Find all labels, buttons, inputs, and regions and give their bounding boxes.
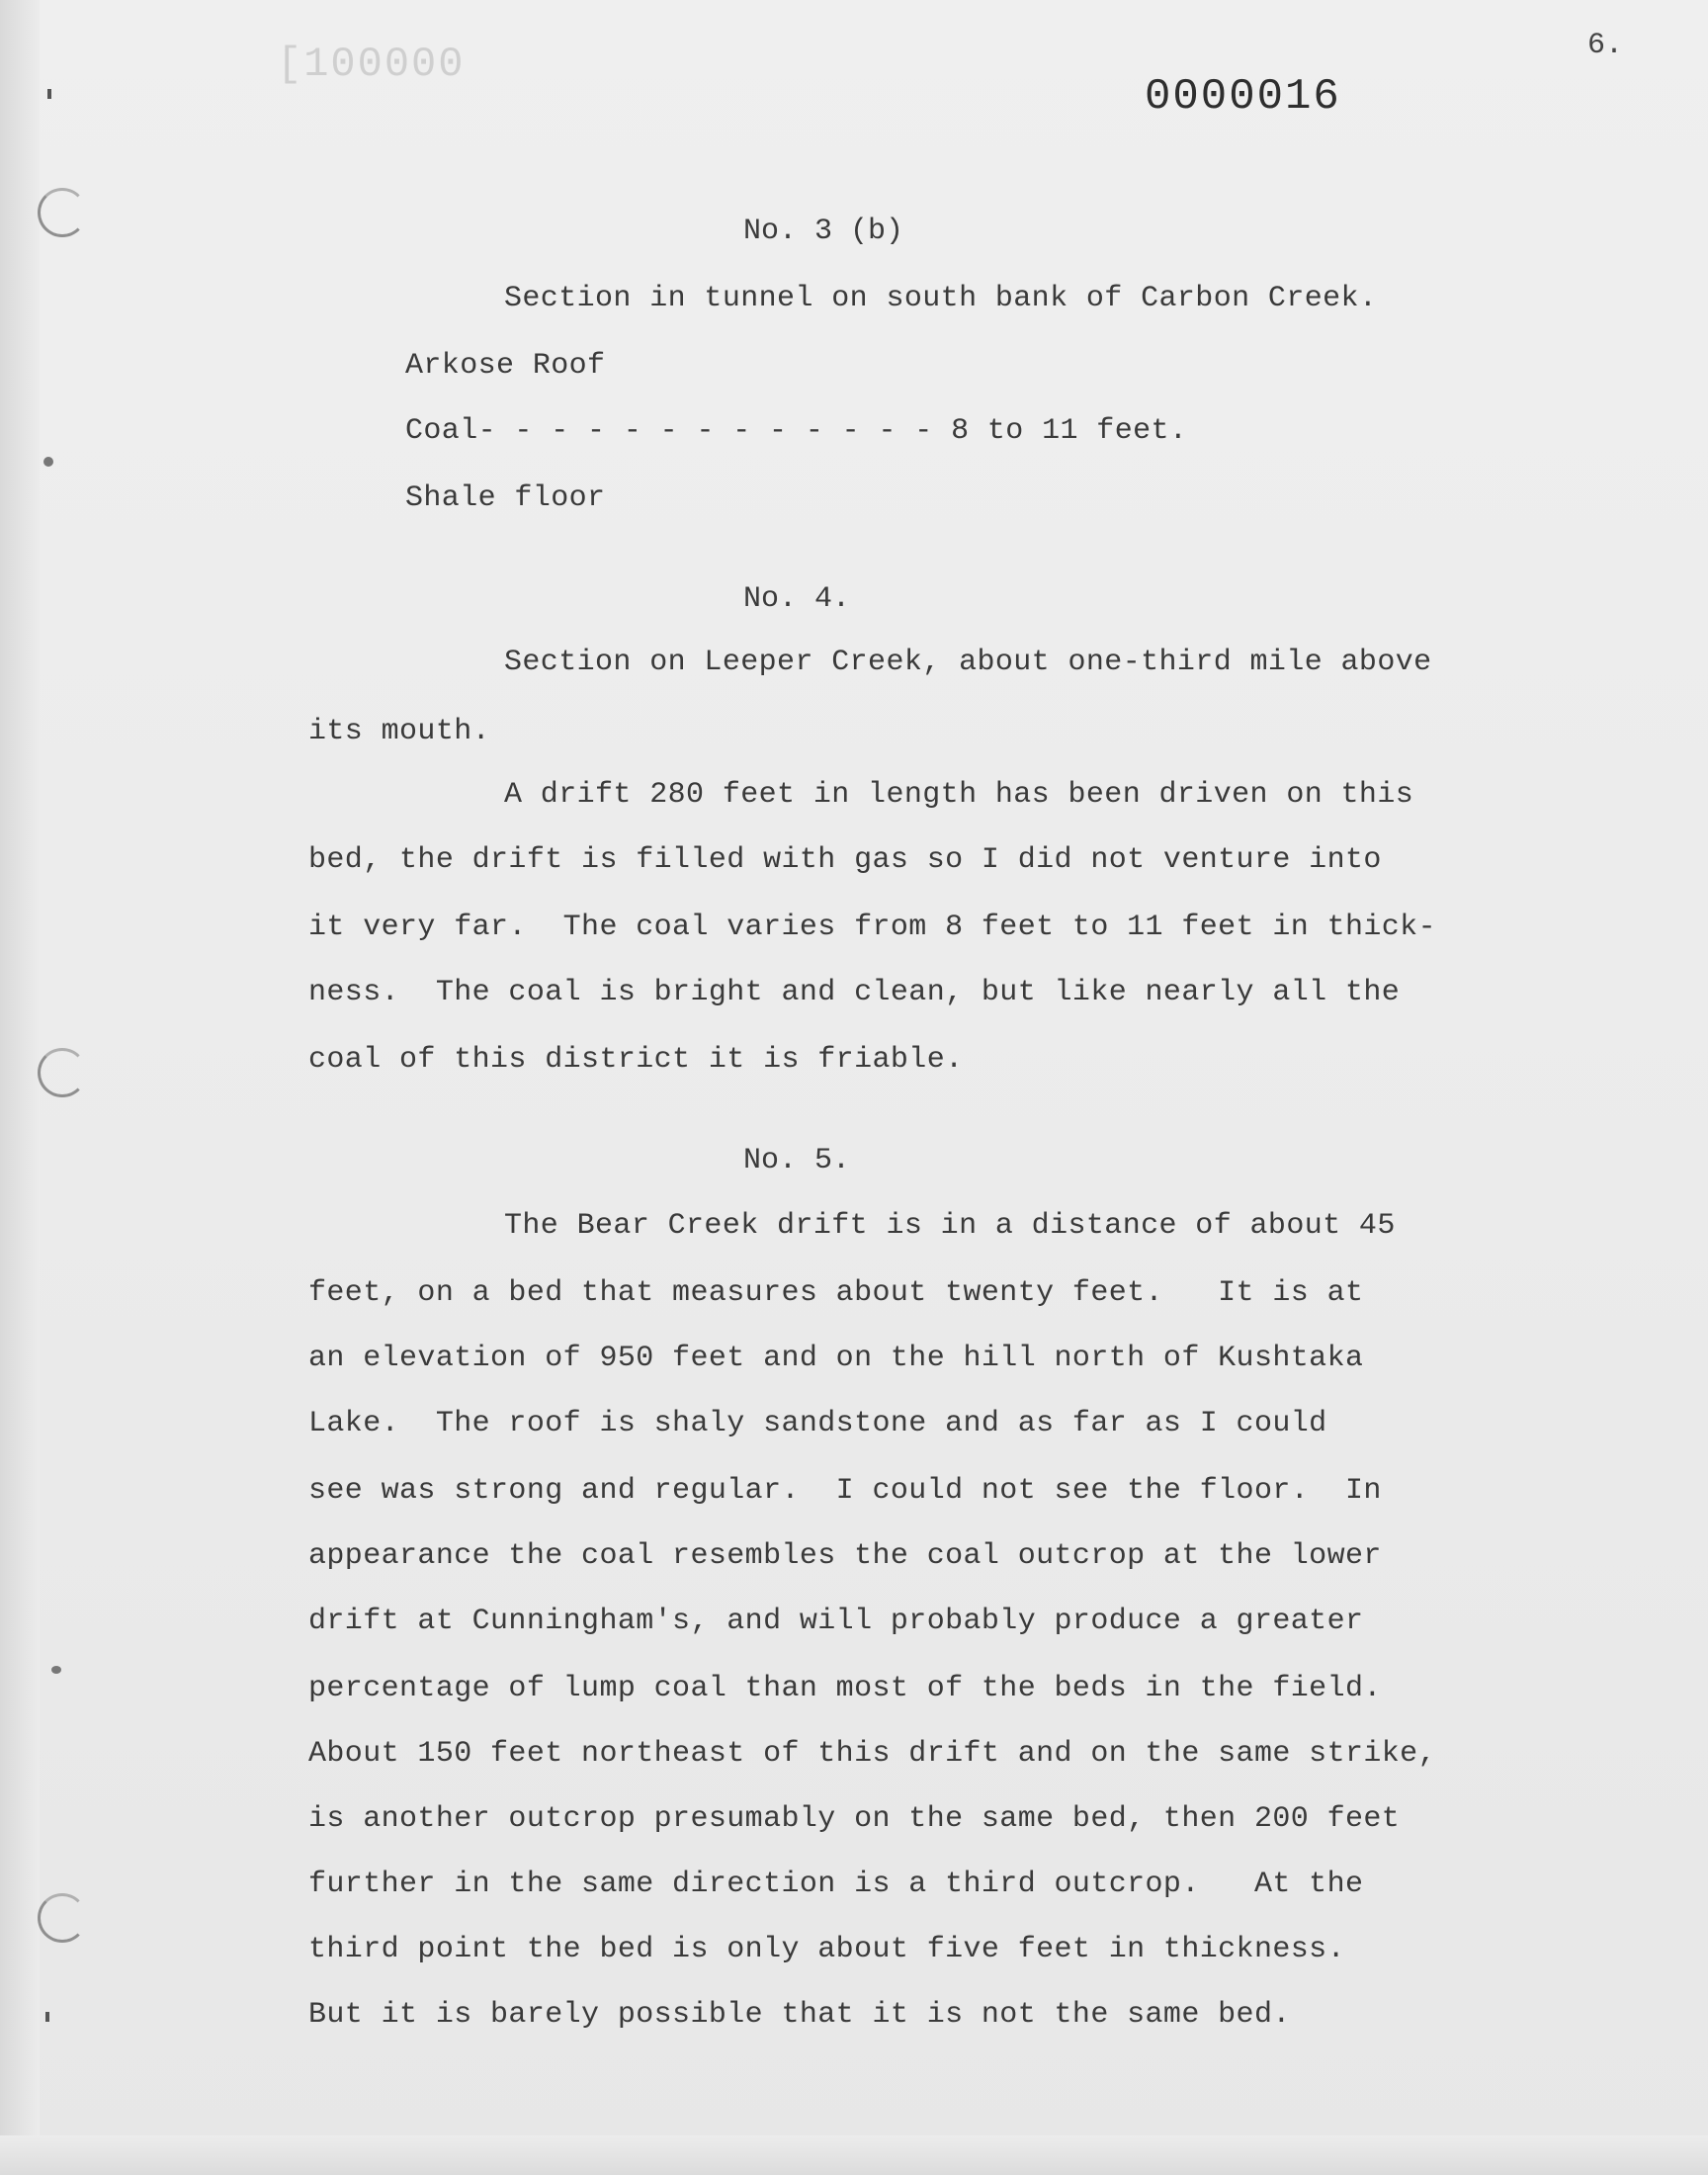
document-stamp-number: 0000016	[1145, 72, 1341, 122]
paragraph-line: it very far. The coal varies from 8 feet to 11 feet in thick-	[308, 911, 1436, 944]
section-heading-5: No. 5.	[743, 1144, 851, 1177]
paragraph-line: is another outcrop presumably on the same bed, then 200 feet	[308, 1802, 1401, 1836]
paragraph-line: About 150 feet northeast of this drift and on the same strike,	[308, 1737, 1436, 1771]
section-heading-3b: No. 3 (b)	[743, 215, 904, 248]
paragraph-line: third point the bed is only about five feet in thickness.	[308, 1933, 1345, 1966]
paragraph-line: its mouth.	[308, 715, 491, 748]
scan-speck	[45, 2012, 49, 2022]
paragraph-line: coal of this district it is friable.	[308, 1043, 964, 1077]
section-3b-row: Arkose Roof	[405, 349, 606, 383]
scan-speck	[51, 1666, 61, 1674]
paragraph-line: feet, on a bed that measures about twenty feet. It is at	[308, 1276, 1364, 1310]
scan-bottom-shadow	[0, 2135, 1708, 2175]
section-3b-row: Shale floor	[405, 481, 606, 515]
paragraph-line: percentage of lump coal than most of the beds in the field.	[308, 1672, 1382, 1705]
paragraph-line: The Bear Creek drift is in a distance of about 45	[504, 1209, 1396, 1243]
paragraph-line: But it is barely possible that it is not the same bed.	[308, 1998, 1291, 2032]
paragraph-line: Section on Leeper Creek, about one-third mile above	[504, 646, 1432, 679]
punch-hole-icon	[38, 1048, 87, 1097]
paragraph-line: Lake. The roof is shaly sandstone and as far as I could	[308, 1407, 1327, 1440]
scan-speck	[47, 89, 51, 99]
paragraph-line: ness. The coal is bright and clean, but like nearly all the	[308, 976, 1401, 1009]
paragraph-line: A drift 280 feet in length has been driven on this	[504, 778, 1414, 812]
section-heading-4: No. 4.	[743, 582, 851, 616]
paragraph-line: appearance the coal resembles the coal outcrop at the lower	[308, 1539, 1382, 1573]
paragraph-line: an elevation of 950 feet and on the hill north of Kushtaka	[308, 1342, 1364, 1375]
paragraph-line: drift at Cunningham's, and will probably produce a greater	[308, 1605, 1364, 1638]
section-3b-caption: Section in tunnel on south bank of Carbon Creek.	[504, 282, 1378, 315]
punch-hole-icon	[38, 188, 87, 237]
punch-hole-icon	[38, 1893, 87, 1943]
paragraph-line: bed, the drift is filled with gas so I did not venture into	[308, 843, 1382, 877]
scan-speck	[43, 457, 53, 467]
scan-edge-shadow	[0, 0, 40, 2175]
paragraph-line: see was strong and regular. I could not see the floor. In	[308, 1474, 1382, 1508]
page-number: 6.	[1587, 29, 1624, 62]
paragraph-line: further in the same direction is a third outcrop. At the	[308, 1868, 1364, 1901]
section-3b-row: Coal- - - - - - - - - - - - - 8 to 11 feet.	[405, 414, 1188, 448]
faded-stamp-number: [100000	[277, 41, 466, 88]
